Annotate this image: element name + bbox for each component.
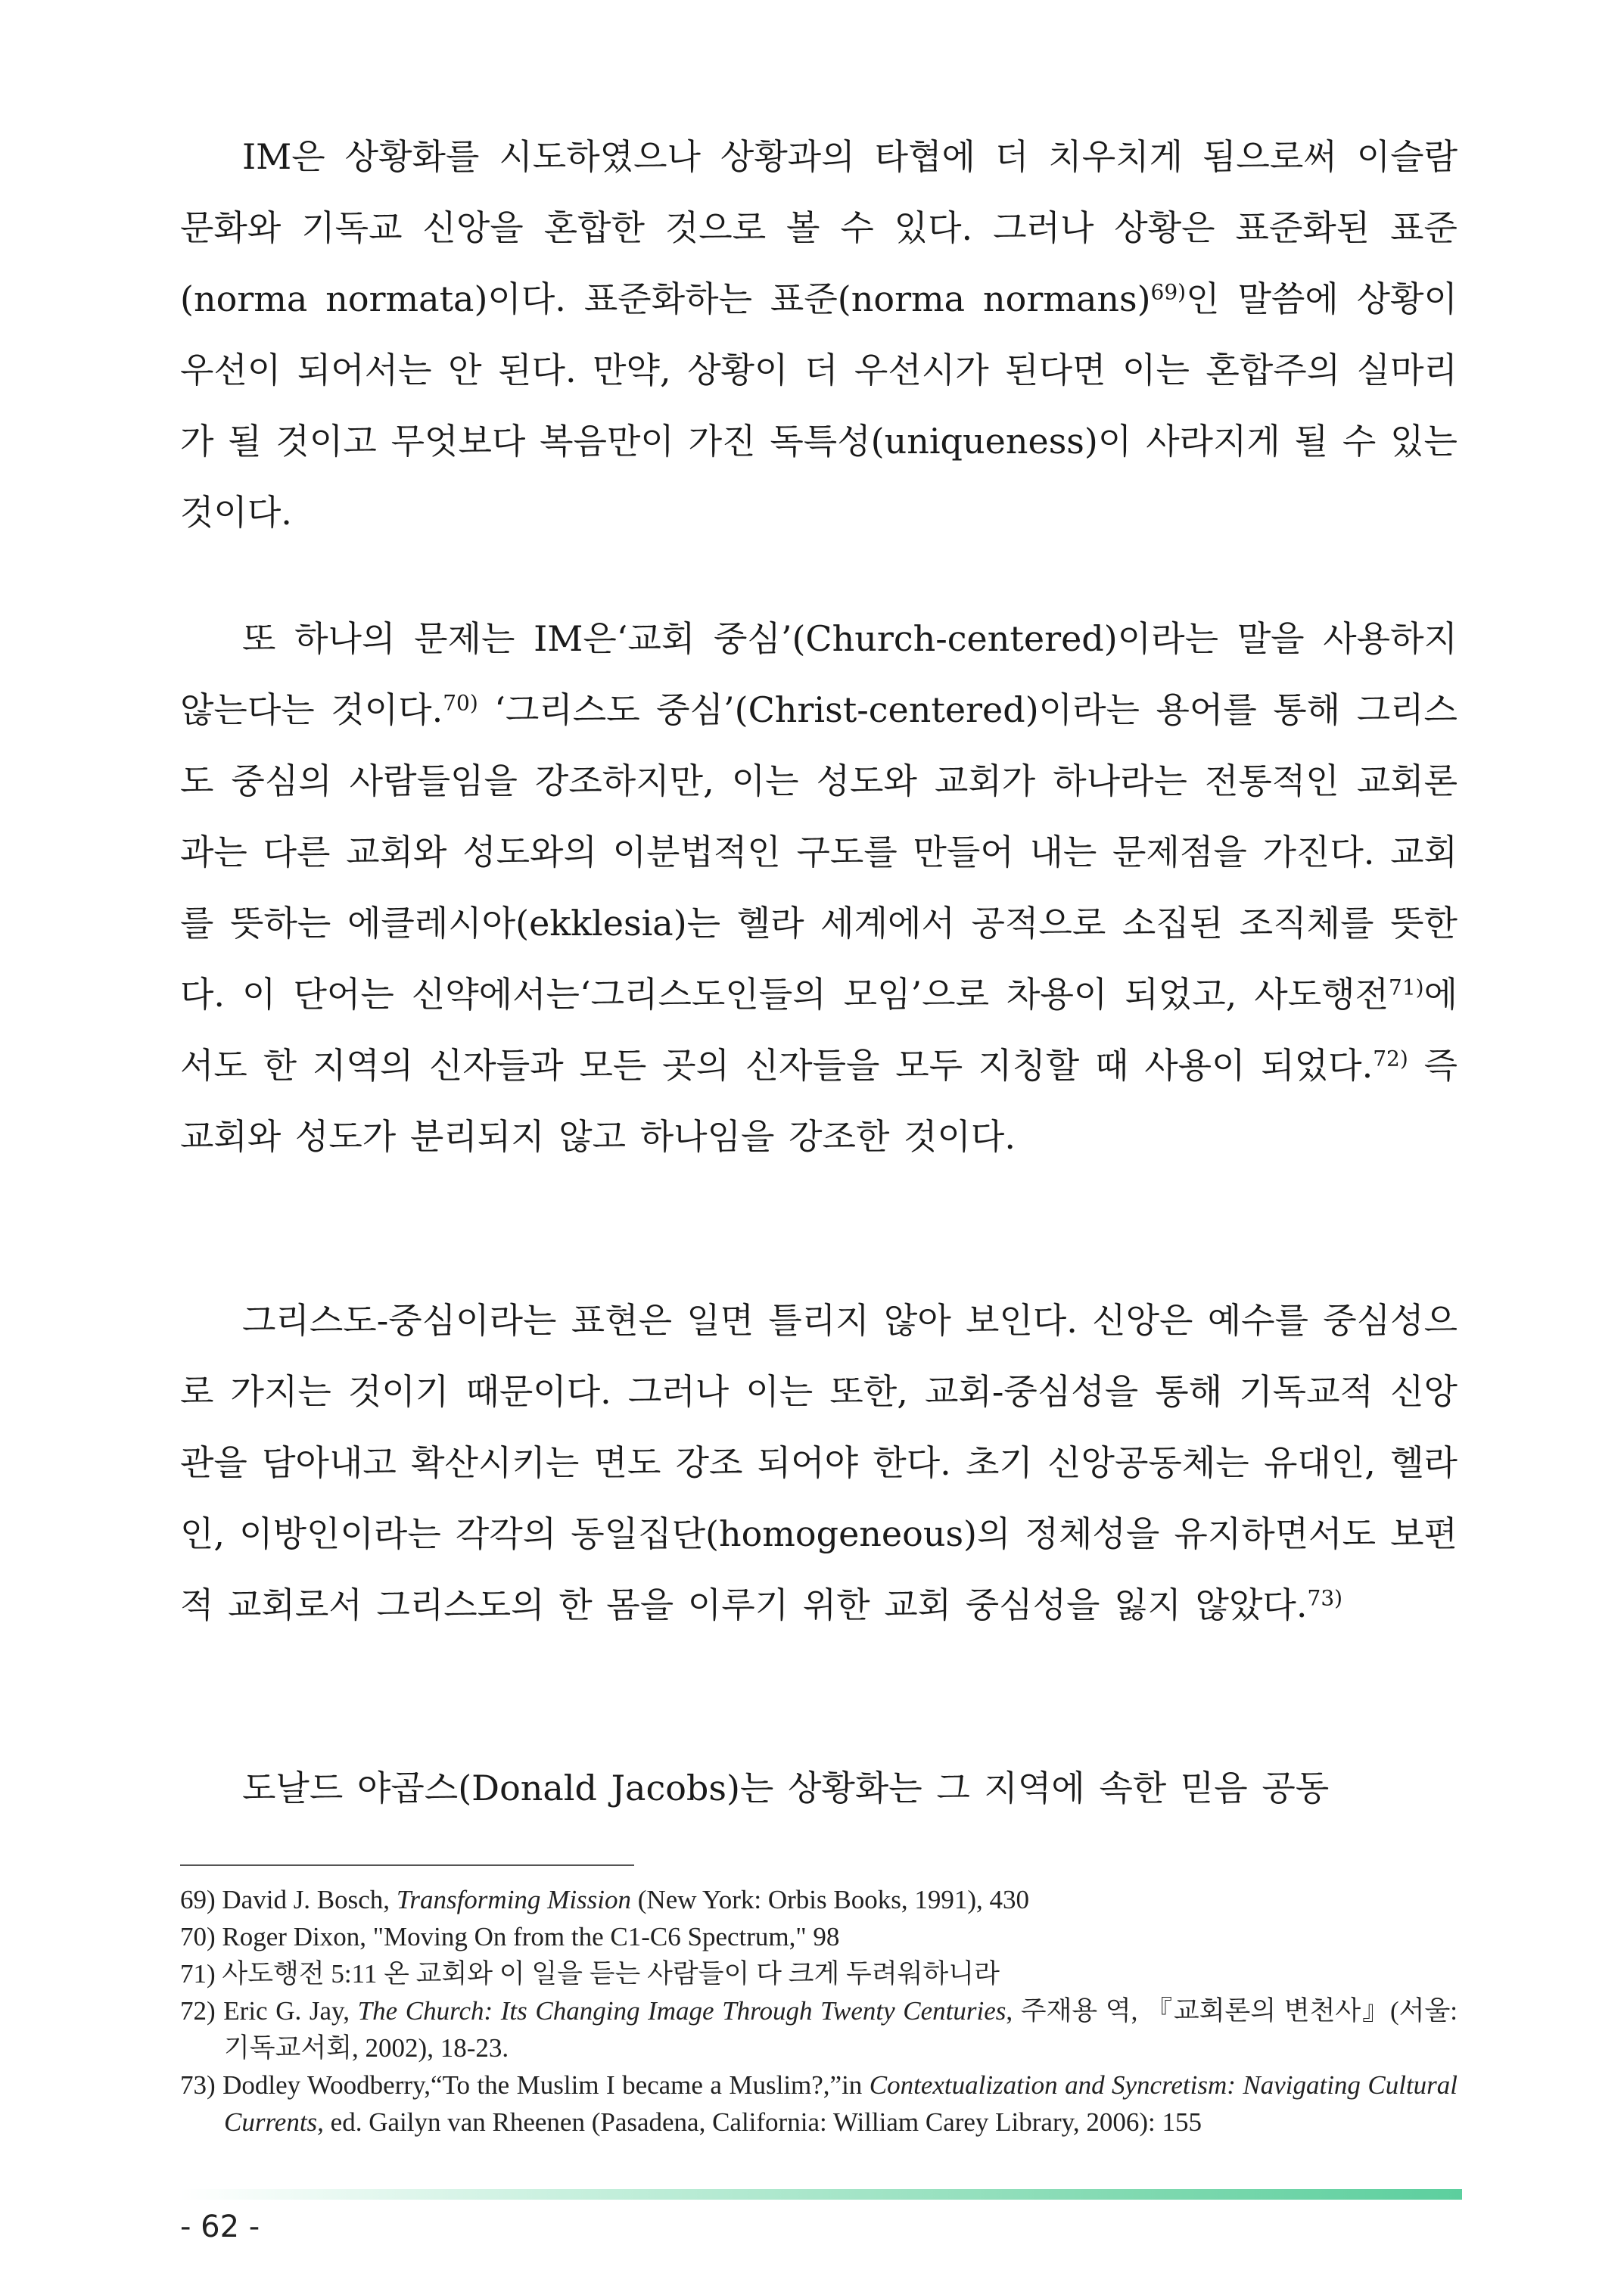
footnote-text: Eric G. Jay, — [223, 1996, 358, 2026]
footnote-number: 73) — [180, 2070, 223, 2100]
footnote-divider — [180, 1864, 634, 1866]
page-number: - 62 - — [180, 2209, 260, 2244]
footnote-title: Transforming Mission — [396, 1885, 638, 1914]
footnote-70 — [180, 1918, 1458, 1955]
footnote-69 — [180, 1881, 1458, 1918]
paragraph-text: 즉 교회와 성도가 분리되지 않고 하나임을 강조한 것이다. — [180, 1045, 1458, 1157]
paragraph-3 — [180, 1285, 1458, 1640]
footnote-title: Contextualization and Syncretism: Navigating Cultural Currents, — [224, 2070, 1458, 2137]
paragraph-text: 도날드 야곱스(Donald Jacobs)는 상황화는 그 지역에 속한 믿음 공동 — [242, 1768, 1330, 1808]
footnote-title: The Church: Its Changing Image Through Twenty Centuries — [357, 1996, 1006, 2026]
footnote-text: Roger Dixon, "Moving On from the C1-C6 Spectrum," 98 — [222, 1922, 840, 1951]
footnote-number: 71) — [180, 1959, 222, 1989]
footnote-text: ed. Gailyn van Rheenen (Pasadena, California: William Carey Library, 2006): 155 — [323, 2107, 1202, 2137]
paragraph-text: 또 하나의 문제는 IM은‘교회 중심’(Church-centered)이라는 말을 사용하지 않는다는 것이다. — [180, 618, 1458, 730]
paragraph-text: IM은 상황화를 시도하였으나 상황과의 타협에 더 치우치게 됨으로써 이슬람 문화와 기독교 신앙을 혼합한 것으로 볼 수 있다. 그러나 상황은 표준화된 표준(norma normata)이다. 표준화하는 표준(norma normans) — [180, 136, 1458, 319]
footnote-72 — [180, 1992, 1458, 2066]
paragraph-text: 에서도 한 지역의 신자들과 모든 곳의 신자들을 모두 지칭할 때 사용이 되었다. — [180, 974, 1458, 1086]
paragraph-4 — [180, 1752, 1458, 1824]
footnote-text: 사도행전 5:11 온 교회와 이 일을 듣는 사람들이 다 크게 두려워하니라 — [222, 1959, 1000, 1989]
footnote-text: (New York: Orbis Books, 1991), 430 — [637, 1885, 1030, 1914]
paragraph-1 — [180, 121, 1458, 548]
footnotes — [180, 1881, 1458, 2141]
footnote-number: 69) — [180, 1885, 222, 1914]
paragraph-text: ‘그리스도 중심’(Christ-centered)이라는 용어를 통해 그리스도 중심의 사람들임을 강조하지만, 이는 성도와 교회가 하나라는 전통적인 교회론과는 다른 교회와 성도와의 이분법적인 구도를 만들어 내는 문제점을 가진다. 교회를 뜻하는 에클레시아(ekklesia)는 헬라 세계에서 공적으로 소집된 조직체를 뜻한다. 이 단어는 신약에서는‘그리스도인들의 모임’으로 차용이 되었고, 사도행전 — [180, 689, 1458, 1015]
footnote-number: 72) — [180, 1996, 224, 2026]
footnote-marker: 70) — [443, 690, 478, 716]
footnote-marker: 71) — [1389, 975, 1424, 1000]
footnote-text: , 주재용 역, 『교회론의 변천사』(서울: 기독교서회, 2002), 18-23. — [224, 1996, 1458, 2063]
footnote-text: Dodley Woodberry,“To the Muslim I became a Muslim?,”in — [222, 2070, 870, 2100]
footnote-marker: 73) — [1307, 1585, 1343, 1611]
paragraph-2 — [180, 603, 1458, 1172]
footnote-marker: 69) — [1150, 279, 1187, 305]
paragraph-text: 그리스도-중심이라는 표현은 일면 틀리지 않아 보인다. 신앙은 예수를 중심성으로 가지는 것이기 때문이다. 그러나 이는 또한, 교회-중심성을 통해 기독교적 신앙관을 담아내고 확산시키는 면도 강조 되어야 한다. 초기 신앙공동체는 유대인, 헬라인, 이방인이라는 각각의 동일집단(homogeneous)의 정체성을 유지하면서도 보편적 교회로서 그리스도의 한 몸을 이루기 위한 교회 중심성을 잃지 않았다. — [180, 1300, 1458, 1625]
paragraph-text: 인 말씀에 상황이 우선이 되어서는 안 된다. 만약, 상황이 더 우선시가 된다면 이는 혼합주의 실마리가 될 것이고 무엇보다 복음만이 가진 독특성(uniqueness)이 사라지게 될 수 있는 것이다. — [180, 278, 1458, 533]
footnote-73 — [180, 2066, 1458, 2141]
footnote-71 — [180, 1955, 1458, 1992]
footnote-number: 70) — [180, 1922, 222, 1951]
footnote-marker: 72) — [1373, 1046, 1408, 1071]
footnote-text: David J. Bosch, — [222, 1885, 397, 1914]
decorative-footer-bar — [180, 2189, 1462, 2200]
